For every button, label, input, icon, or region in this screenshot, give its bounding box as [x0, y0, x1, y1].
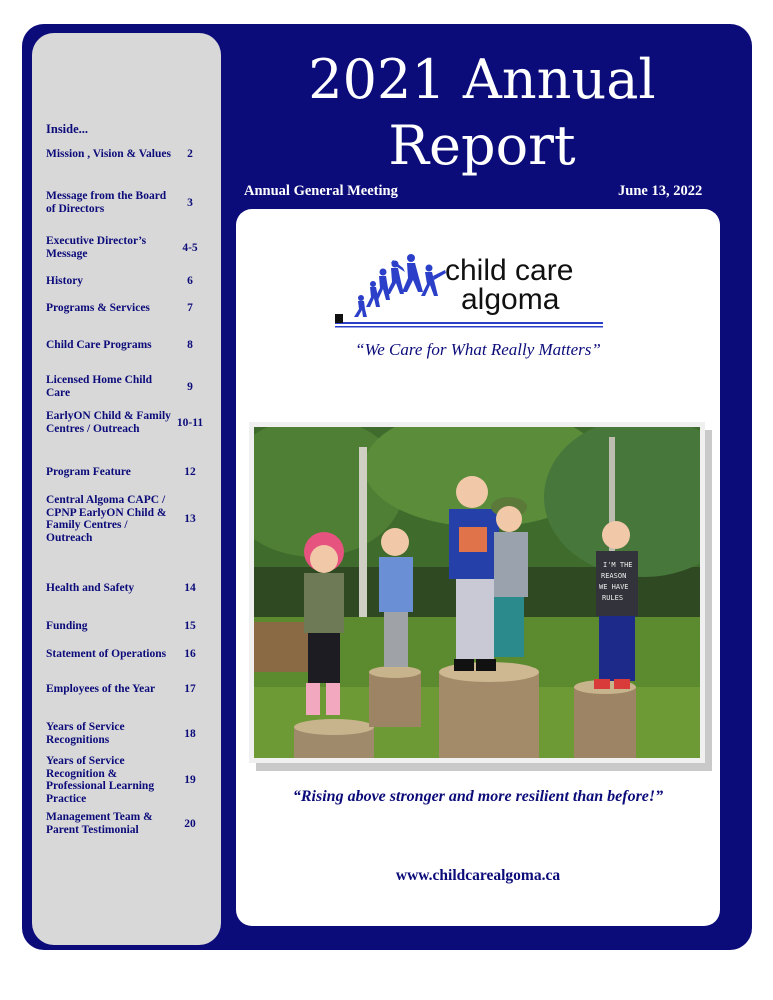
toc-label: Programs & Services: [46, 302, 150, 314]
toc-title: Inside...: [46, 122, 89, 136]
toc-entry: [46, 755, 208, 805]
tagline: “We Care for What Really Matters”: [355, 340, 601, 359]
meeting-date: June 13, 2022: [618, 183, 703, 199]
children-photo: [254, 427, 700, 758]
toc-entry: [46, 494, 208, 544]
shirt-text-3: WE HAVE: [599, 583, 629, 591]
toc-label: Health and Safety: [46, 582, 135, 594]
shirt-text-2: REASON: [601, 572, 627, 580]
toc-entry: [46, 721, 208, 746]
toc-entry: [46, 466, 208, 479]
toc-entry: [46, 410, 208, 435]
toc-label: Management Team & Parent Testimonial: [46, 811, 153, 836]
shirt-text-4: RULES: [602, 594, 624, 602]
toc-entry: [46, 190, 208, 215]
toc-page: 8: [187, 339, 193, 352]
toc-entry: [46, 302, 208, 315]
toc-label: Executive Director’s Message: [46, 235, 147, 260]
toc-entry: [46, 148, 208, 161]
toc-entry: [46, 582, 208, 595]
toc-label: Years of Service Recognition & Professional Learning Practice: [46, 755, 155, 805]
toc-page: 7: [187, 302, 193, 315]
report-title-line1: 2021 Annual: [308, 48, 656, 111]
contents-sidebar: [32, 33, 221, 945]
toc-page: 15: [184, 620, 196, 633]
organization-logo: [333, 252, 605, 334]
logo-line2: algoma: [461, 283, 560, 316]
toc-entry: [46, 339, 208, 352]
toc-page: 20: [184, 817, 196, 830]
toc-label: History: [46, 275, 84, 287]
toc-label: Central Algoma CAPC / CPNP EarlyON Child & Family Centres / Outreach: [46, 494, 167, 544]
toc-page: 2: [187, 148, 193, 161]
toc-label: EarlyON Child & Family Centres / Outreach: [46, 410, 171, 435]
toc-entry: [46, 235, 208, 260]
toc-label: Mission , Vision & Values: [46, 148, 171, 160]
children-on-stumps-illustration: [254, 427, 700, 758]
toc-label: Employees of the Year: [46, 683, 156, 695]
toc-label: Statement of Operations: [46, 648, 167, 660]
toc-entry: [46, 811, 208, 836]
toc-page: 16: [184, 648, 196, 661]
shirt-text-1: I'M THE: [603, 561, 633, 569]
toc-page: 17: [184, 683, 196, 696]
toc-page: 13: [184, 513, 196, 525]
toc-entry: [46, 683, 208, 696]
logo-line1: child care: [445, 254, 574, 287]
toc-entry: [46, 275, 208, 288]
toc-page: 12: [184, 466, 196, 479]
toc-entry: [46, 374, 208, 399]
toc-label: Child Care Programs: [46, 339, 152, 351]
toc-label: Program Feature: [46, 466, 131, 478]
toc-page: 3: [187, 196, 193, 209]
toc-page: 9: [187, 380, 193, 393]
toc-page: 10-11: [176, 416, 204, 429]
toc-entry: [46, 648, 208, 661]
toc-label: Funding: [46, 620, 88, 632]
report-title-line2: Report: [388, 114, 576, 177]
meeting-label: Annual General Meeting: [244, 183, 398, 199]
toc-page: 6: [187, 275, 193, 288]
website-link[interactable]: www.childcarealgoma.ca: [395, 867, 561, 884]
photo-quote: “Rising above stronger and more resilient than before!”: [292, 788, 664, 805]
toc-entry: [46, 620, 208, 633]
toc-label: Years of Service Recognitions: [46, 721, 125, 746]
toc-page: 19: [184, 774, 196, 786]
toc-page: 14: [184, 582, 196, 595]
toc-page: 18: [184, 727, 196, 740]
toc-label: Licensed Home Child Care: [46, 374, 153, 399]
toc-label: Message from the Board of Directors: [46, 190, 167, 215]
toc-page: 4-5: [182, 241, 198, 254]
